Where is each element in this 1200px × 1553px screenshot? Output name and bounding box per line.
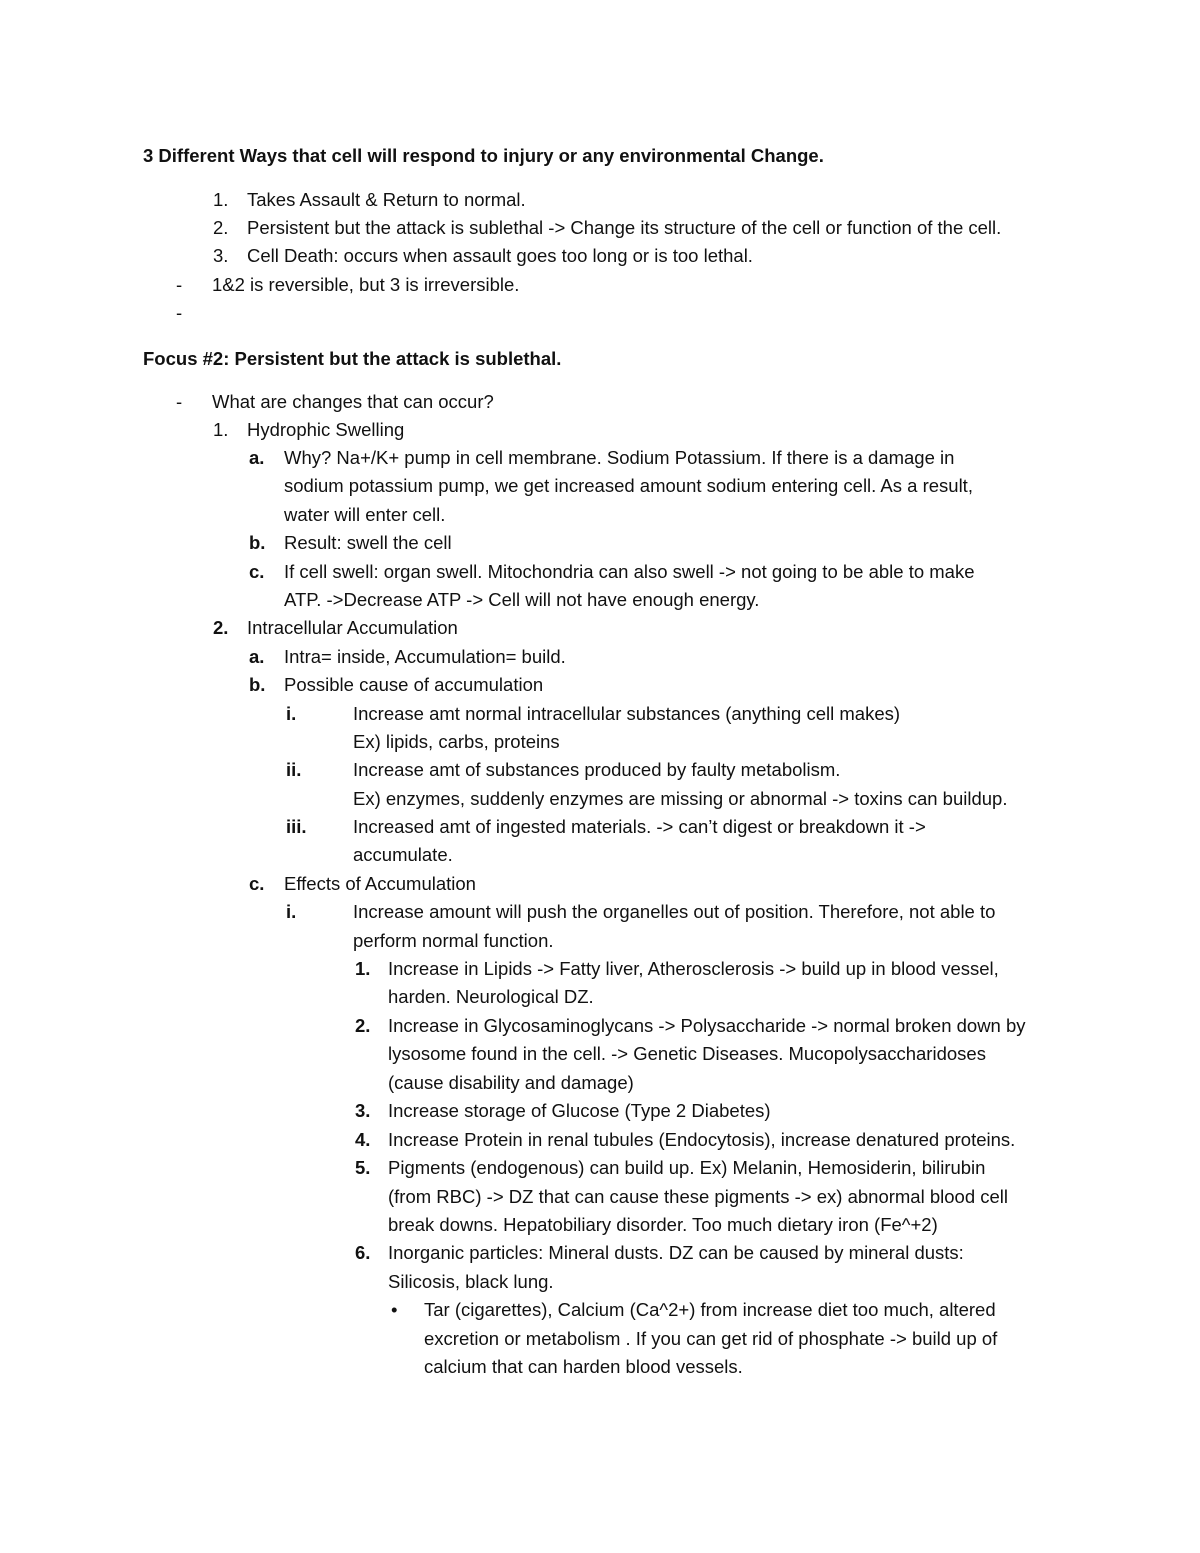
list-marker: 2. [213, 217, 229, 238]
list-marker: 1. [355, 958, 371, 979]
list-item: (cause disability and damage) [388, 1072, 634, 1093]
list-item: Tar (cigarettes), Calcium (Ca^2+) from increase diet too much, altered [424, 1299, 996, 1320]
list-item: ATP. ->Decrease ATP -> Cell will not have enough energy. [284, 589, 760, 610]
list-item: Increase in Lipids -> Fatty liver, Atherosclerosis -> build up in blood vessel, [388, 958, 999, 979]
list-item: Takes Assault & Return to normal. [247, 189, 526, 210]
reversible-note: 1&2 is reversible, but 3 is irreversible. [212, 274, 520, 295]
list-marker: 4. [355, 1129, 371, 1150]
dash-marker: - [176, 274, 183, 295]
bullet-marker: • [391, 1299, 398, 1320]
list-item: Ex) enzymes, suddenly enzymes are missing or abnormal -> toxins can buildup. [353, 788, 1008, 809]
dash-marker: - [176, 302, 183, 323]
list-item: accumulate. [353, 844, 453, 865]
accumulation-title: Intracellular Accumulation [247, 617, 458, 638]
list-marker: i. [286, 901, 297, 922]
list-marker: 3. [213, 245, 229, 266]
list-item: Cell Death: occurs when assault goes too long or is too lethal. [247, 245, 753, 266]
list-item: lysosome found in the cell. -> Genetic Diseases. Mucopolysaccharidoses [388, 1043, 986, 1064]
list-item: Effects of Accumulation [284, 873, 476, 894]
list-item: Increase Protein in renal tubules (Endocytosis), increase denatured proteins. [388, 1129, 1016, 1150]
list-item: harden. Neurological DZ. [388, 986, 594, 1007]
list-marker: b. [249, 674, 266, 695]
question-text: What are changes that can occur? [212, 391, 494, 412]
list-marker: 6. [355, 1242, 371, 1263]
list-marker: b. [249, 532, 266, 553]
list-marker: iii. [286, 816, 307, 837]
list-marker: c. [249, 873, 265, 894]
list-item: perform normal function. [353, 930, 554, 951]
heading-focus-2: Focus #2: Persistent but the attack is sublethal. [143, 348, 562, 369]
list-item: calcium that can harden blood vessels. [424, 1356, 743, 1377]
list-marker: 2. [355, 1015, 371, 1036]
hydropic-title: Hydrophic Swelling [247, 419, 405, 440]
list-item: Persistent but the attack is sublethal -> Change its structure of the cell or function of the cell. [247, 217, 1002, 238]
list-item: water will enter cell. [284, 504, 446, 525]
list-marker: 5. [355, 1157, 371, 1178]
list-marker: 1. [213, 419, 229, 440]
list-marker: a. [249, 646, 265, 667]
list-item: break downs. Hepatobiliary disorder. Too much dietary iron (Fe^+2) [388, 1214, 938, 1235]
list-item: Increase amt normal intracellular substances (anything cell makes) [353, 703, 901, 724]
list-item: Increase amt of substances produced by faulty metabolism. [353, 759, 841, 780]
list-item: Ex) lipids, carbs, proteins [353, 731, 560, 752]
list-marker: 3. [355, 1100, 371, 1121]
heading-three-ways: 3 Different Ways that cell will respond to injury or any environmental Change. [143, 145, 824, 166]
list-item: Silicosis, black lung. [388, 1271, 554, 1292]
list-marker: i. [286, 703, 297, 724]
list-marker: ii. [286, 759, 302, 780]
list-marker: 1. [213, 189, 229, 210]
list-item: Intra= inside, Accumulation= build. [284, 646, 566, 667]
list-marker: 2. [213, 617, 229, 638]
list-marker: c. [249, 561, 265, 582]
list-item: (from RBC) -> DZ that can cause these pigments -> ex) abnormal blood cell [388, 1186, 1009, 1207]
list-item: Result: swell the cell [284, 532, 452, 553]
list-item: Increase amount will push the organelles out of position. Therefore, not able to [353, 901, 996, 922]
list-item: Increase in Glycosaminoglycans -> Polysaccharide -> normal broken down by [388, 1015, 1026, 1036]
list-item: Increase storage of Glucose (Type 2 Diabetes) [388, 1100, 771, 1121]
list-item: Pigments (endogenous) can build up. Ex) Melanin, Hemosiderin, bilirubin [388, 1157, 986, 1178]
list-item: Possible cause of accumulation [284, 674, 544, 695]
list-item: Why? Na+/K+ pump in cell membrane. Sodium Potassium. If there is a damage in [284, 447, 955, 468]
list-item: If cell swell: organ swell. Mitochondria can also swell -> not going to be able to make [284, 561, 975, 582]
list-item: sodium potassium pump, we get increased amount sodium entering cell. As a result, [284, 475, 973, 496]
list-item: excretion or metabolism . If you can get rid of phosphate -> build up of [424, 1328, 998, 1349]
list-marker: a. [249, 447, 265, 468]
list-item: Inorganic particles: Mineral dusts. DZ can be caused by mineral dusts: [388, 1242, 964, 1263]
dash-marker: - [176, 391, 183, 412]
list-item: Increased amt of ingested materials. -> can’t digest or breakdown it -> [353, 816, 926, 837]
